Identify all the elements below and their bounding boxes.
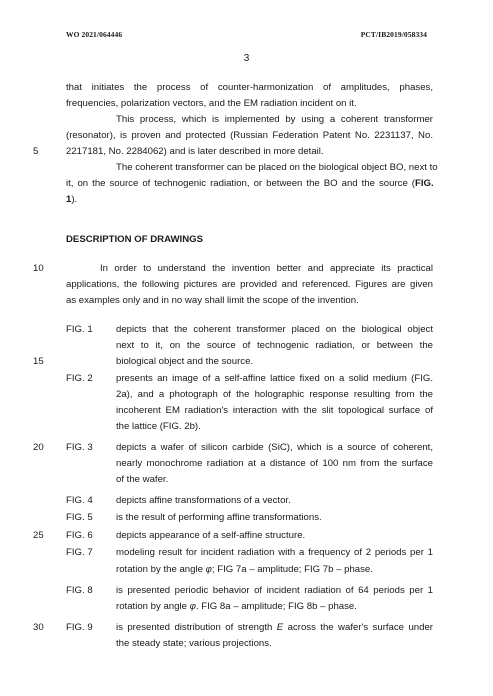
figure-description: incoherent EM radiation's interaction with the slit topological surface of [116,405,433,416]
figure-description: is the result of performing affine transformations. [116,512,322,523]
figure-reference-number: 1 [66,194,72,205]
line-number: 30 [33,622,44,633]
figure-reference: FIG. [415,178,434,189]
body-text: ). [71,194,78,205]
body-line: In order to understand the invention better and appreciate its practical [100,263,433,274]
publication-number: WO 2021/064446 [66,30,123,39]
page-number: 3 [243,53,250,64]
body-line: (resonator), is proven and protected (Russian Federation Patent No. 2231137, No. [66,130,433,141]
figure-description: of the wafer. [116,474,169,485]
figure-description: is presented periodic behavior of incident radiation of 64 periods per 1 [116,585,433,596]
figure-label: FIG. 5 [66,512,93,523]
figure-label: FIG. 6 [66,530,93,541]
figure-description: next to it, on the source of technogenic radiation, or between the [116,340,433,351]
figure-label: FIG. 2 [66,373,93,384]
body-line: applications, the following pictures are provided and referenced. Figures are given [66,279,433,290]
figure-label: FIG. 9 [66,622,93,633]
figure-description: the steady state; various projections. [116,638,272,649]
figure-description: presents an image of a self-affine lattice fixed on a solid medium (FIG. [116,373,433,384]
body-line: frequencies, polarization vectors, and the EM radiation incident on it. [66,98,357,109]
body-line [66,178,433,190]
body-line: This process, which is implemented by using a coherent transformer [116,114,433,125]
figure-label: FIG. 8 [66,585,93,596]
figure-label: FIG. 1 [66,324,93,335]
figure-description: biological object and the source. [116,356,254,367]
line-number: 15 [33,356,44,367]
figure-description: rotation by the angle φ; FIG 7a – amplitude; FIG 7b – phase. [116,564,373,575]
figure-description: nearly monochrome radiation at a distance of 100 nm from the surface [116,458,433,469]
body-text: it, on the source of technogenic radiation, or between the BO and the source ( [66,178,415,189]
figure-description: is presented distribution of strength E across the wafer's surface under [116,622,433,633]
line-number: 25 [33,530,44,541]
body-line: as examples only and in no way shall limit the scope of the invention. [66,295,359,306]
figure-description: rotation by angle φ. FIG 8a – amplitude; FIG 8b – phase. [116,601,357,612]
body-line: The coherent transformer can be placed on the biological object BO, next to [116,162,438,173]
figure-description: modeling result for incident radiation with a frequency of 2 periods per 1 [116,547,433,558]
figure-label: FIG. 7 [66,547,93,558]
line-number: 10 [33,263,44,274]
figure-label: FIG. 3 [66,442,93,453]
section-heading: DESCRIPTION OF DRAWINGS [66,234,203,245]
figure-description: depicts a wafer of silicon carbide (SiC), which is a source of coherent, [116,442,433,453]
figure-description: depicts affine transformations of a vector. [116,495,291,506]
figure-description: depicts that the coherent transformer placed on the biological object [116,324,433,335]
figure-label: FIG. 4 [66,495,93,506]
figure-description: depicts appearance of a self-affine structure. [116,530,306,541]
application-number: PCT/IB2019/058334 [360,30,427,39]
figure-description: the lattice (FIG. 2b). [116,421,201,432]
body-line: 2217181, No. 2284062) and is later described in more detail. [66,146,324,157]
line-number: 20 [33,442,44,453]
figure-description: 2a), and a photograph of the holographic response resulting from the [116,389,433,400]
body-line: that initiates the process of counter-harmonization of amplitudes, phases, [66,82,433,93]
body-line [66,194,433,206]
line-number: 5 [33,146,39,157]
